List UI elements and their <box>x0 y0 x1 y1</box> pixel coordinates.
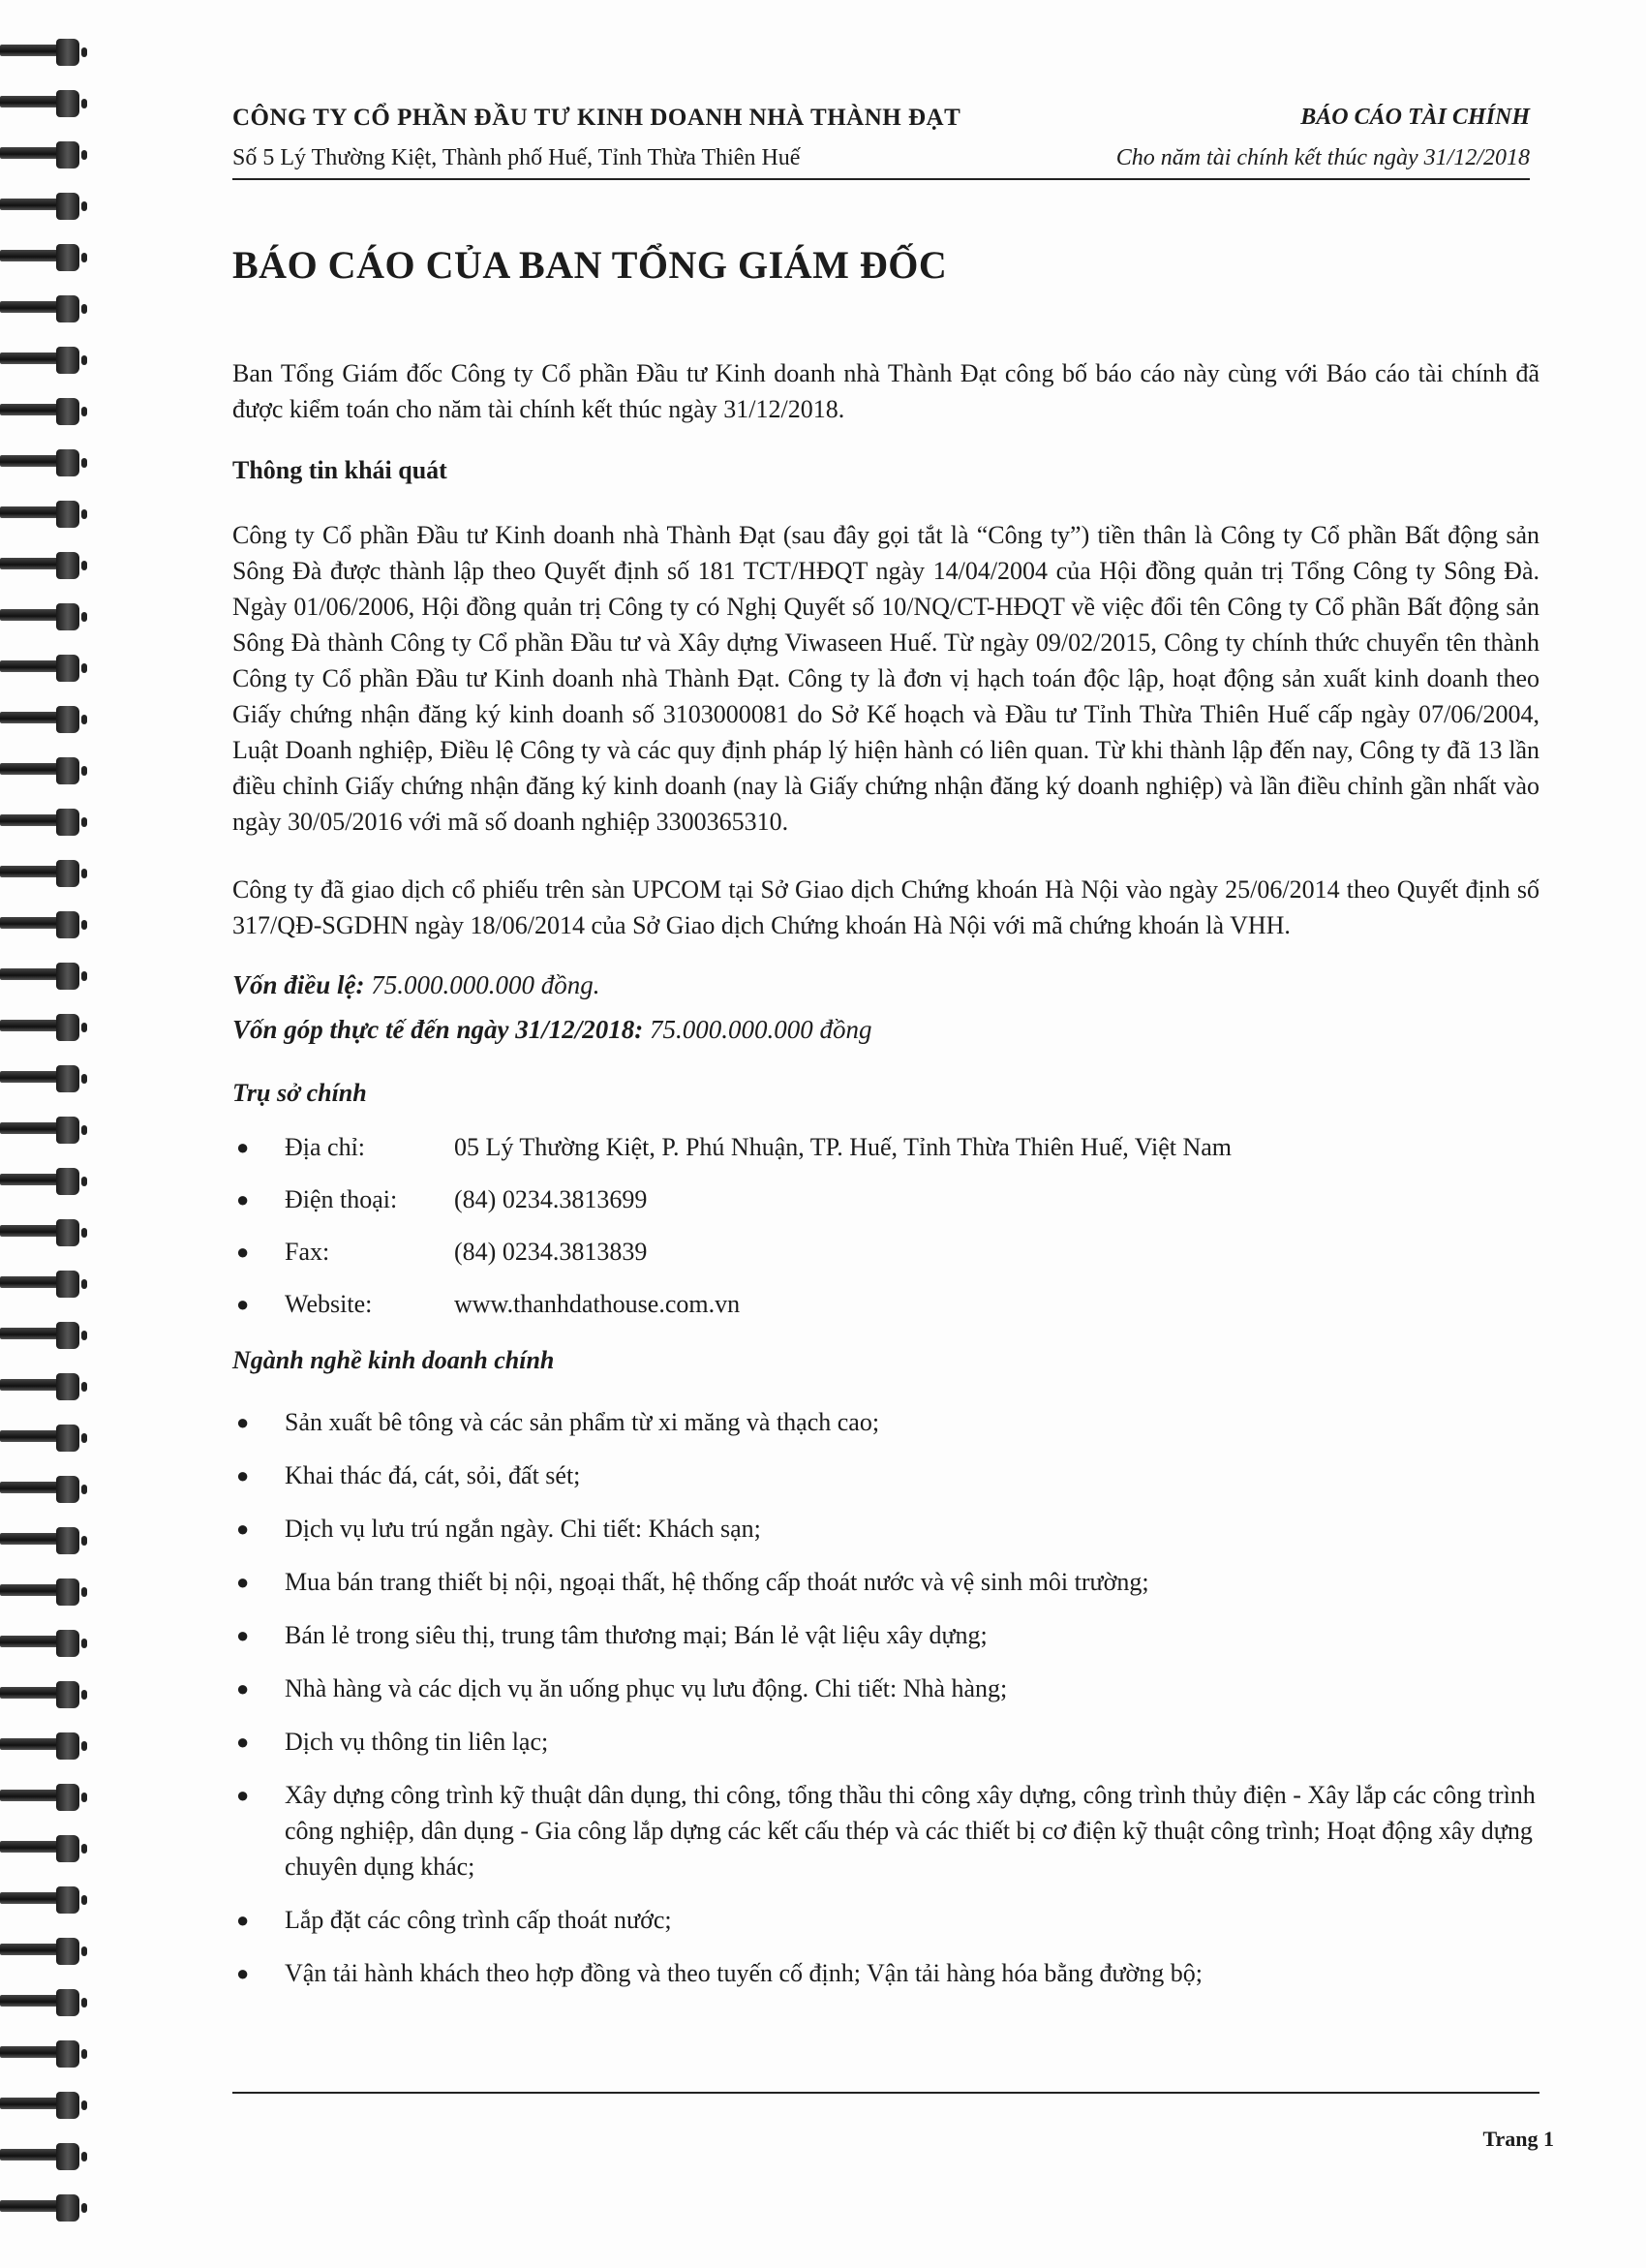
binding-ring <box>0 1014 89 1043</box>
charter-capital-value: 75.000.000.000 đồng. <box>371 970 600 999</box>
binding-ring <box>0 655 89 684</box>
general-info-paragraph: Công ty Cổ phần Đầu tư Kinh doanh nhà Thành Đạt (sau đây gọi tắt là “Công ty”) tiền thân là Công ty Cổ phần Bất động sản Sông Đà được thành lập theo Quyết định số 181 TCT/HĐQT ngày 14/04/2004 của Hội đồng quản trị Tổng Công ty Sông Đà. Ngày 01/06/2006, Hội đồng quản trị Công ty có Nghị Quyết số 10/NQ/CT-HĐQT về việc đổi tên Công ty Cổ phần Bất động sản Sông Đà thành Công ty Cổ phần Đầu tư và Xây dựng Viwaseen Huế. Từ ngày 09/02/2015, Công ty chính thức chuyển tên thành Công ty Cổ phần Đầu tư Kinh doanh nhà Thành Đạt. Công ty là đơn vị hạch toán độc lập, hoạt động sản xuất kinh doanh theo Giấy chứng nhận đăng ký kinh doanh số 3103000081 do Sở Kế hoạch và Đầu tư Tỉnh Thừa Thiên Huế cấp ngày 07/06/2004, Luật Doanh nghiệp, Điều lệ Công ty và các quy định pháp lý hiện hành có liên quan. Từ khi thành lập đến nay, Công ty đã 13 lần điều chỉnh Giấy chứng nhận đăng ký kinh doanh (nay là Giấy chứng nhận đăng ký doanh nghiệp) và lần điều chỉnh gần nhất vào ngày 30/05/2016 với mã số doanh nghiệp 3300365310. <box>232 521 1539 836</box>
list-item: ● Địa chỉ: 05 Lý Thường Kiệt, P. Phú Nhuận, TP. Huế, Tỉnh Thừa Thiên Huế, Việt Nam <box>232 1121 1539 1174</box>
binding-ring <box>0 2040 89 2069</box>
website-label: Website: <box>285 1290 373 1318</box>
head-office-list <box>232 1121 1539 1331</box>
page-title: BÁO CÁO CỦA BAN TỔNG GIÁM ĐỐC <box>232 243 948 287</box>
list-item: ● Điện thoại: (84) 0234.3813699 <box>232 1174 1539 1226</box>
binding-ring <box>0 809 89 838</box>
binding-ring <box>0 552 89 581</box>
list-item: ● Xây dựng công trình kỹ thuật dân dụng, thi công, tổng thầu thi công xây dựng, công trình thủy điện - Xây lắp các công trình công nghiệp, dân dụng - Gia công lắp dựng các kết cấu thép và các thiết bị cơ điện kỹ thuật công trình; Hoạt động xây dựng chuyên dụng khác; <box>236 1781 1536 1881</box>
binding-ring <box>0 501 89 530</box>
business-lines-list <box>232 1404 1539 1991</box>
binding-ring <box>0 244 89 273</box>
binding-ring <box>0 1527 89 1556</box>
binding-ring <box>0 90 89 119</box>
footer-divider <box>232 2092 1539 2094</box>
list-item: ● Dịch vụ lưu trú ngắn ngày. Chi tiết: Khách sạn; <box>236 1515 761 1543</box>
binding-ring <box>0 1886 89 1916</box>
list-item: ● Fax: (84) 0234.3813839 <box>232 1226 1539 1278</box>
page-number: Trang 1 <box>1482 2127 1554 2151</box>
fax-value: (84) 0234.3813839 <box>454 1238 648 1266</box>
list-item: ● Bán lẻ trong siêu thị, trung tâm thương mại; Bán lẻ vật liệu xây dựng; <box>236 1621 988 1649</box>
list-item: ● Mua bán trang thiết bị nội, ngoại thất, hệ thống cấp thoát nước và vệ sinh môi trường; <box>236 1568 1149 1596</box>
list-item: ● Vận tải hành khách theo hợp đồng và theo tuyến cố định; Vận tải hàng hóa bằng đường bộ; <box>236 1959 1204 1987</box>
charter-capital-label: Vốn điều lệ: <box>232 970 365 999</box>
binding-ring <box>0 295 89 324</box>
binding-ring <box>0 1835 89 1864</box>
binding-ring <box>0 1989 89 2018</box>
binding-ring <box>0 2194 89 2223</box>
binding-ring <box>0 1168 89 1197</box>
binding-ring <box>0 1732 89 1762</box>
general-info-heading: Thông tin khái quát <box>232 456 447 484</box>
binding-ring <box>0 2092 89 2121</box>
spiral-binding <box>0 39 92 2256</box>
contributed-capital <box>232 1007 1539 1052</box>
binding-ring <box>0 1117 89 1146</box>
binding-ring <box>0 449 89 478</box>
binding-ring <box>0 398 89 427</box>
binding-ring <box>0 1784 89 1813</box>
report-period: Cho năm tài chính kết thúc ngày 31/12/2018 <box>1115 145 1530 170</box>
company-name: CÔNG TY CỔ PHẦN ĐẦU TƯ KINH DOANH NHÀ THÀNH ĐẠT <box>232 105 961 131</box>
binding-ring <box>0 603 89 632</box>
list-item: ● Lắp đặt các công trình cấp thoát nước; <box>236 1906 672 1934</box>
binding-ring <box>0 1681 89 1710</box>
contributed-capital-value: 75.000.000.000 đồng <box>649 1015 872 1044</box>
head-office-heading: Trụ sở chính <box>232 1079 367 1107</box>
fax-label: Fax: <box>285 1238 330 1266</box>
binding-ring <box>0 347 89 376</box>
binding-ring <box>0 860 89 889</box>
binding-ring <box>0 1322 89 1351</box>
binding-ring <box>0 1373 89 1402</box>
listing-paragraph: Công ty đã giao dịch cổ phiếu trên sàn UPCOM tại Sở Giao dịch Chứng khoán Hà Nội vào ngày 25/06/2014 theo Quyết định số 317/QĐ-SGDHN ngày 18/06/2014 của Sở Giao dịch Chứng khoán Hà Nội với mã chứng khoán là VHH. <box>232 875 1539 939</box>
binding-ring <box>0 1219 89 1248</box>
binding-ring <box>0 963 89 992</box>
report-content <box>232 242 1539 2008</box>
intro-paragraph: Ban Tổng Giám đốc Công ty Cổ phần Đầu tư Kinh doanh nhà Thành Đạt công bố báo cáo này cùng với Báo cáo tài chính đã được kiểm toán cho năm tài chính kết thúc ngày 31/12/2018. <box>232 359 1539 423</box>
binding-ring <box>0 706 89 735</box>
charter-capital <box>232 963 1539 1007</box>
business-lines-heading: Ngành nghề kinh doanh chính <box>232 1346 555 1374</box>
list-item: ● Website: www.thanhdathouse.com.vn <box>232 1278 1539 1331</box>
binding-ring <box>0 141 89 170</box>
list-item: ● Nhà hàng và các dịch vụ ăn uống phục vụ lưu động. Chi tiết: Nhà hàng; <box>236 1674 1008 1702</box>
binding-ring <box>0 2143 89 2172</box>
binding-ring <box>0 1476 89 1505</box>
binding-ring <box>0 193 89 222</box>
binding-ring <box>0 1065 89 1094</box>
binding-ring <box>0 39 89 68</box>
address-value: 05 Lý Thường Kiệt, P. Phú Nhuận, TP. Huế, Tỉnh Thừa Thiên Huế, Việt Nam <box>454 1133 1233 1161</box>
binding-ring <box>0 1271 89 1300</box>
binding-ring <box>0 1630 89 1659</box>
binding-ring <box>0 757 89 786</box>
company-address: Số 5 Lý Thường Kiệt, Thành phố Huế, Tỉnh Thừa Thiên Huế <box>232 145 801 170</box>
address-label: Địa chỉ: <box>285 1133 366 1161</box>
binding-ring <box>0 911 89 940</box>
page-header <box>232 105 1530 180</box>
phone-label: Điện thoại: <box>285 1185 398 1213</box>
list-item: ● Sản xuất bê tông và các sản phẩm từ xi măng và thạch cao; <box>236 1408 880 1436</box>
binding-ring <box>0 1425 89 1454</box>
list-item: ● Dịch vụ thông tin liên lạc; <box>236 1728 549 1756</box>
binding-ring <box>0 1578 89 1608</box>
list-item: ● Khai thác đá, cát, sỏi, đất sét; <box>236 1461 581 1489</box>
contributed-capital-label: Vốn góp thực tế đến ngày 31/12/2018: <box>232 1015 644 1044</box>
report-title: BÁO CÁO TÀI CHÍNH <box>1300 105 1530 130</box>
binding-ring <box>0 1938 89 1967</box>
phone-value: (84) 0234.3813699 <box>454 1185 648 1213</box>
website-value: www.thanhdathouse.com.vn <box>454 1290 741 1318</box>
